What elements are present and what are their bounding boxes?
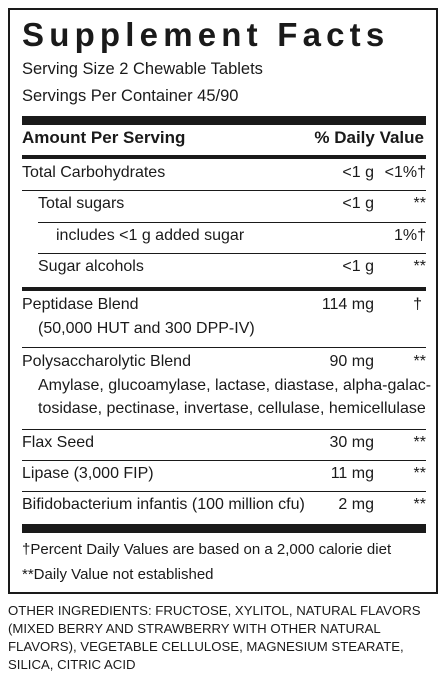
nutrient-name: Total sugars [38, 195, 125, 212]
nutrient-row-polysaccharolytic-blend [22, 353, 432, 425]
nutrient-dv: ** [413, 434, 426, 451]
nutrient-amount: 90 mg [329, 353, 374, 370]
nutrient-dv: ** [413, 353, 426, 370]
panel-title: Supplement Facts [22, 16, 390, 53]
nutrient-name: Bifidobacterium infantis (100 million cfu) [22, 496, 305, 513]
nutrient-subtext: Amylase, glucoamylase, lactase, diastase, alpha-galac- [38, 377, 432, 394]
nutrient-dv: ** [413, 258, 426, 275]
row-divider [38, 222, 426, 223]
nutrient-subtext: (50,000 HUT and 300 DPP-IV) [38, 320, 255, 337]
nutrient-name: Total Carbohydrates [22, 164, 166, 181]
nutrient-name: Polysaccharolytic Blend [22, 353, 191, 370]
nutrient-dv: ** [413, 465, 426, 482]
row-divider [38, 253, 426, 254]
thick-divider-bottom [22, 524, 426, 533]
row-divider [22, 429, 426, 430]
nutrient-name: Flax Seed [22, 434, 95, 451]
medium-divider [22, 287, 426, 291]
medium-divider [22, 155, 426, 159]
amount-per-serving-header: Amount Per Serving [22, 128, 186, 147]
other-ingredients: OTHER INGREDIENTS: FRUCTOSE, XYLITOL, NATURAL FLAVORS (MIXED BERRY AND STRAWBERRY WITH OTHER NATURAL FLAVORS), VEGETABLE CELLULOSE, MAGNESIUM STEARATE, SILICA, CITRIC ACID [8, 603, 421, 672]
servings-per-container: Servings Per Container 45/90 [22, 87, 239, 105]
nutrient-dv: ** [413, 496, 426, 513]
nutrient-dv: <1%† [384, 164, 426, 181]
serving-size: Serving Size 2 Chewable Tablets [22, 60, 263, 78]
footnote-percent-dv: †Percent Daily Values are based on a 2,000 calorie diet [22, 541, 392, 558]
nutrient-name: Sugar alcohols [38, 258, 144, 275]
nutrient-amount: 30 mg [329, 434, 374, 451]
row-divider [22, 491, 426, 492]
nutrient-amount: <1 g [342, 195, 374, 212]
nutrient-name: Peptidase Blend [22, 296, 139, 313]
row-divider [22, 190, 426, 191]
row-divider [22, 460, 426, 461]
nutrient-amount: 11 mg [330, 465, 374, 482]
footnote-dv-not-established: **Daily Value not established [22, 566, 214, 583]
nutrient-dv: 1%† [393, 227, 426, 244]
nutrient-amount: 2 mg [338, 496, 374, 513]
nutrient-amount: <1 g [342, 258, 374, 275]
nutrient-amount: <1 g [342, 164, 374, 181]
supplement-facts-panel [8, 8, 438, 594]
daily-value-header: % Daily Value [314, 128, 424, 147]
row-divider [22, 347, 426, 348]
nutrient-name: Lipase (3,000 FIP) [22, 465, 154, 482]
nutrient-row-peptidase-blend [22, 296, 426, 342]
thick-divider-top [22, 116, 426, 125]
nutrient-amount: 114 mg [321, 296, 374, 313]
nutrient-subtext: tosidase, pectinase, invertase, cellulase, hemicellulase [38, 400, 426, 417]
nutrient-dv: ** [413, 195, 426, 212]
nutrient-name: includes <1 g added sugar [56, 227, 245, 244]
nutrient-dv: † [413, 296, 422, 313]
